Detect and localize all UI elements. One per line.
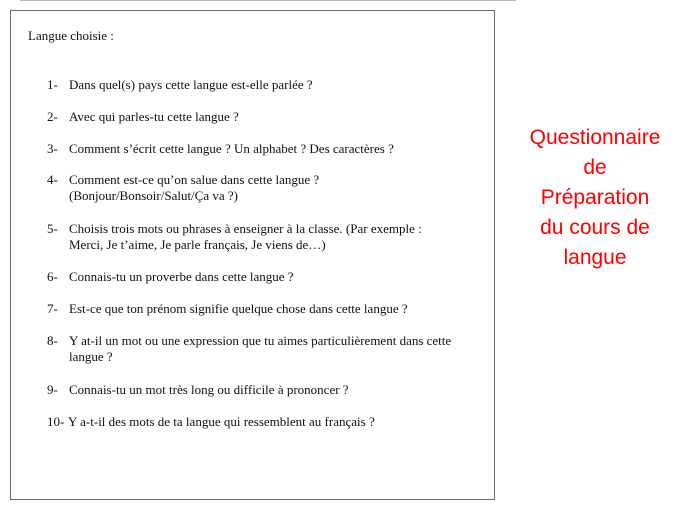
question-text: Y at-il un mot ou une expression que tu aimes particulièrement dans cette langue ?	[69, 333, 452, 364]
question-text: Connais-tu un mot très long ou difficile à prononcer ?	[69, 382, 349, 397]
question-text: Avec qui parles-tu cette langue ?	[69, 109, 239, 124]
question-number: 9-	[47, 382, 58, 397]
questionnaire-sheet	[10, 10, 495, 500]
question-number: 6-	[47, 269, 58, 284]
question-text: Comment s’écrit cette langue ? Un alphabet ? Des caractères ?	[69, 141, 394, 156]
top-divider	[20, 0, 516, 1]
question-text: Connais-tu un proverbe dans cette langue ?	[69, 269, 294, 284]
question-number: 5-	[47, 221, 58, 236]
language-label: Langue choisie :	[28, 28, 114, 43]
question-number: 4-	[47, 172, 58, 187]
question-number: 3-	[47, 141, 58, 156]
question-number: 1-	[47, 77, 58, 92]
page-title: Questionnaire de Préparation du cours de langue	[529, 126, 661, 269]
question-text: Comment est-ce qu’on salue dans cette langue ? (Bonjour/Bonsoir/Salut/Ça va ?)	[69, 172, 320, 203]
question-number: 2-	[47, 109, 58, 124]
question-text: Est-ce que ton prénom signifie quelque chose dans cette langue ?	[69, 301, 408, 316]
question-text: Dans quel(s) pays cette langue est-elle parlée ?	[69, 77, 313, 92]
question-number: 7-	[47, 301, 58, 316]
question-text: Choisis trois mots ou phrases à enseigner à la classe. (Par exemple : Merci, Je t’aime, Je parle français, Je viens de…)	[69, 221, 422, 252]
question-number: 10-	[47, 414, 65, 429]
question-number: 8-	[47, 333, 58, 348]
question-text: Y a-t-il des mots de ta langue qui ressemblent au français ?	[68, 414, 375, 429]
